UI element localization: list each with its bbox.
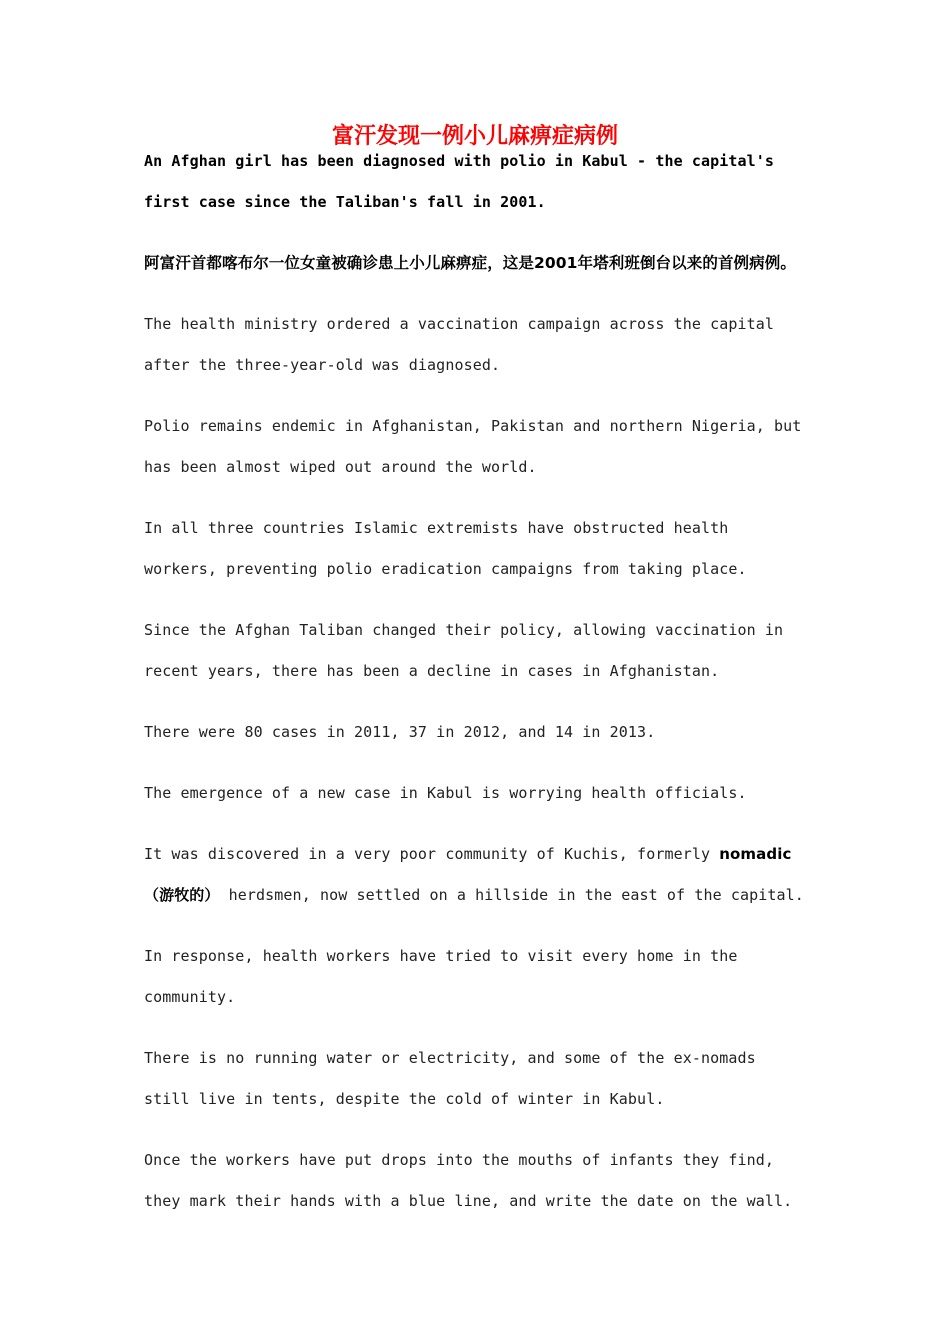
- paragraph-endemic: Polio remains endemic in Afghanistan, Pakistan and northern Nigeria, but has been almost wiped out around the world.: [144, 417, 802, 476]
- paragraph-living-conditions: There is no running water or electricity, and some of the ex-nomads still live in tents, despite the cold of winter in Kabul.: [144, 1049, 756, 1108]
- kuchis-text-after: herdsmen, now settled on a hillside in the east of the capital.: [219, 886, 804, 904]
- article-body: [144, 141, 809, 1242]
- intro-english: An Afghan girl has been diagnosed with polio in Kabul - the capital's first case since the Taliban's fall in 2001.: [144, 152, 775, 211]
- paragraph-kuchis: [144, 834, 809, 916]
- intro-chinese: 阿富汗首都喀布尔一位女童被确诊患上小儿麻痹症，这是2001年塔利班倒台以来的首例病例。: [144, 254, 796, 272]
- paragraph-extremists: In all three countries Islamic extremists have obstructed health workers, preventing polio eradication campaigns from taking place.: [144, 519, 747, 578]
- kuchis-text-before: It was discovered in a very poor community of Kuchis, formerly: [144, 845, 720, 863]
- paragraph-case-counts: There were 80 cases in 2011, 37 in 2012, and 14 in 2013.: [144, 723, 656, 741]
- page-title: 富汗发现一例小儿麻痹症病例: [331, 123, 618, 149]
- paragraph-new-case: The emergence of a new case in Kabul is worrying health officials.: [144, 784, 747, 802]
- paragraph-policy-change: Since the Afghan Taliban changed their policy, allowing vaccination in recent years, there has been a decline in cases in Afghanistan.: [144, 621, 784, 680]
- paragraph-vaccination-campaign: The health ministry ordered a vaccination campaign across the capital after the three-year-old was diagnosed.: [144, 315, 775, 374]
- paragraph-marking-hands: Once the workers have put drops into the mouths of infants they find, they mark their hands with a blue line, and write the date on the wall.: [144, 1151, 793, 1210]
- nomadic-gloss: nomadic（游牧的）: [144, 845, 792, 904]
- paragraph-response: In response, health workers have tried to visit every home in the community.: [144, 947, 738, 1006]
